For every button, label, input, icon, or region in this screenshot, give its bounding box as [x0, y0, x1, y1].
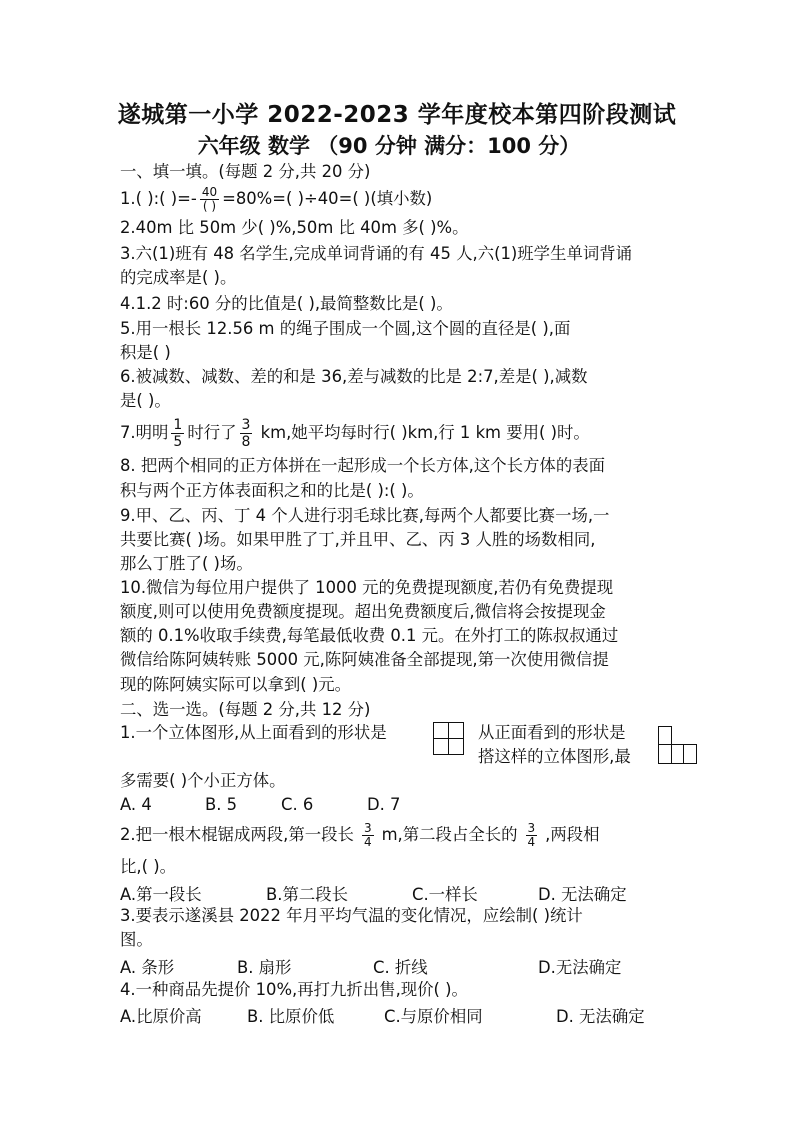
choice-3-line1: 3.要表示遂溪县 2022 年月平均气温的变化情况，应绘制( )统计: [120, 906, 583, 925]
q7-text-c: km,她平均每时行( )km,行 1 km 要用( )时。: [255, 423, 590, 442]
c2-option-d[interactable]: D. 无法确定: [538, 885, 627, 904]
question-10-line3: 额的 0.1%收取手续费,每笔最低收费 0.1 元。在外打工的陈叔叔通过: [120, 626, 619, 645]
choice-1-line2: 搭这样的立体图形,最: [478, 747, 631, 766]
question-3-line2: 的完成率是( )。: [120, 268, 237, 287]
c4-option-a[interactable]: A.比原价高: [120, 1007, 202, 1026]
question-2: 2.40m 比 50m 少( )%,50m 比 40m 多( )%。: [120, 218, 469, 237]
q1-text-a: 1.( ):( )=-: [120, 189, 197, 208]
c1-option-b[interactable]: B. 5: [205, 795, 238, 814]
c1-option-c[interactable]: C. 6: [281, 795, 314, 814]
question-8-line1: 8. 把两个相同的正方体拼在一起形成一个长方体,这个长方体的表面: [120, 456, 605, 475]
q7-text-b: 时行了: [187, 423, 237, 442]
exam-title: 遂城第一小学 2022-2023 学年度校本第四阶段测试: [117, 102, 677, 128]
c2-fraction-2: [526, 822, 538, 849]
q7-fraction-1: [171, 417, 184, 450]
c2-text-b: m,第二段占全长的: [381, 825, 518, 844]
c4-option-c[interactable]: C.与原价相同: [384, 1007, 483, 1026]
choice-3-line2: 图。: [120, 930, 153, 949]
q7-text-a: 7.明明: [120, 423, 169, 442]
c3-option-b[interactable]: B. 扇形: [237, 958, 292, 977]
question-5-line2: 积是( ): [120, 343, 171, 362]
choice-1-line1b: 从正面看到的形状是: [478, 723, 626, 742]
c3-option-c[interactable]: C. 折线: [373, 958, 428, 977]
c2-frac2-den: 4: [527, 835, 536, 849]
question-9-line3: 那么丁胜了( )场。: [120, 554, 253, 573]
choice-4: 4.一种商品先提价 10%,再打九折出售,现价( )。: [120, 980, 468, 999]
question-10-line2: 额度,则可以使用免费额度提现。超出免费额度后,微信将会按提现金: [120, 602, 606, 621]
c1-option-d[interactable]: D. 7: [367, 795, 401, 814]
question-10-line1: 10.微信为每位用户提供了 1000 元的免费提现额度,若仍有免费提现: [120, 578, 614, 597]
q7-frac1-den: 5: [173, 434, 183, 450]
choice-2-line1: [120, 822, 600, 849]
q1-text-b: =80%=( )÷40=( )(填小数): [222, 189, 433, 208]
question-9-line1: 9.甲、乙、丙、丁 4 个人进行羽毛球比赛,每两个人都要比赛一场,一: [120, 506, 610, 525]
c2-option-a[interactable]: A.第一段长: [120, 885, 202, 904]
question-10-line5: 现的陈阿姨实际可以拿到( )元。: [120, 675, 352, 694]
c2-text-c: ,两段相: [545, 825, 600, 844]
question-7: [120, 417, 590, 450]
c2-option-c[interactable]: C.一样长: [412, 885, 478, 904]
q1-fraction: [200, 186, 219, 213]
c2-text-a: 2.把一根木棍锯成两段,第一段长: [120, 825, 354, 844]
question-1: [120, 186, 432, 213]
question-10-line4: 微信给陈阿姨转账 5000 元,陈阿姨准备全部提现,第一次使用微信提: [120, 650, 609, 669]
q1-frac-num: 40: [201, 185, 218, 199]
choice-1-line1a: 1.一个立体图形,从上面看到的形状是: [120, 723, 387, 742]
q7-frac2-den: 8: [241, 434, 251, 450]
c3-option-a[interactable]: A. 条形: [120, 958, 175, 977]
top-view-figure: [433, 722, 463, 754]
question-6-line2: 是( )。: [120, 391, 171, 410]
c2-frac1-den: 4: [363, 835, 372, 849]
q7-fraction-2: [240, 417, 253, 450]
c2-option-b[interactable]: B.第二段长: [266, 885, 349, 904]
q1-frac-den: ( ): [202, 199, 217, 213]
q7-frac2-num: 3: [241, 417, 251, 433]
question-8-line2: 积与两个正方体表面积之和的比是( ):( )。: [120, 481, 424, 500]
choice-2-line2: 比,( )。: [120, 857, 176, 876]
c2-fraction-1: [362, 822, 374, 849]
c4-option-d[interactable]: D. 无法确定: [556, 1007, 645, 1026]
q7-frac1-num: 1: [173, 417, 183, 433]
exam-subtitle: 六年级 数学 （90 分钟 满分：100 分）: [197, 134, 581, 158]
c4-option-b[interactable]: B. 比原价低: [247, 1007, 335, 1026]
c1-option-a[interactable]: A. 4: [120, 795, 152, 814]
question-5-line1: 5.用一根长 12.56 m 的绳子围成一个圆,这个圆的直径是( ),面: [120, 319, 571, 338]
choice-1-line3: 多需要( )个小正方体。: [120, 771, 286, 790]
question-9-line2: 共要比赛( )场。如果甲胜了丁,并且甲、乙、丙 3 人胜的场数相同,: [120, 530, 596, 549]
section1-heading: 一、填一填。(每题 2 分,共 20 分): [120, 162, 371, 181]
question-6-line1: 6.被减数、减数、差的和是 36,差与减数的比是 2:7,差是( ),减数: [120, 367, 588, 386]
question-3-line1: 3.六(1)班有 48 名学生,完成单词背诵的有 45 人,六(1)班学生单词背诵: [120, 244, 633, 263]
c2-frac1-num: 3: [363, 821, 372, 835]
section2-heading: 二、选一选。(每题 2 分,共 12 分): [120, 700, 371, 719]
c3-option-d[interactable]: D.无法确定: [538, 958, 622, 977]
front-view-figure: [658, 726, 698, 766]
c2-frac2-num: 3: [527, 821, 536, 835]
question-4: 4.1.2 时:60 分的比值是( ),最简整数比是( )。: [120, 294, 453, 313]
